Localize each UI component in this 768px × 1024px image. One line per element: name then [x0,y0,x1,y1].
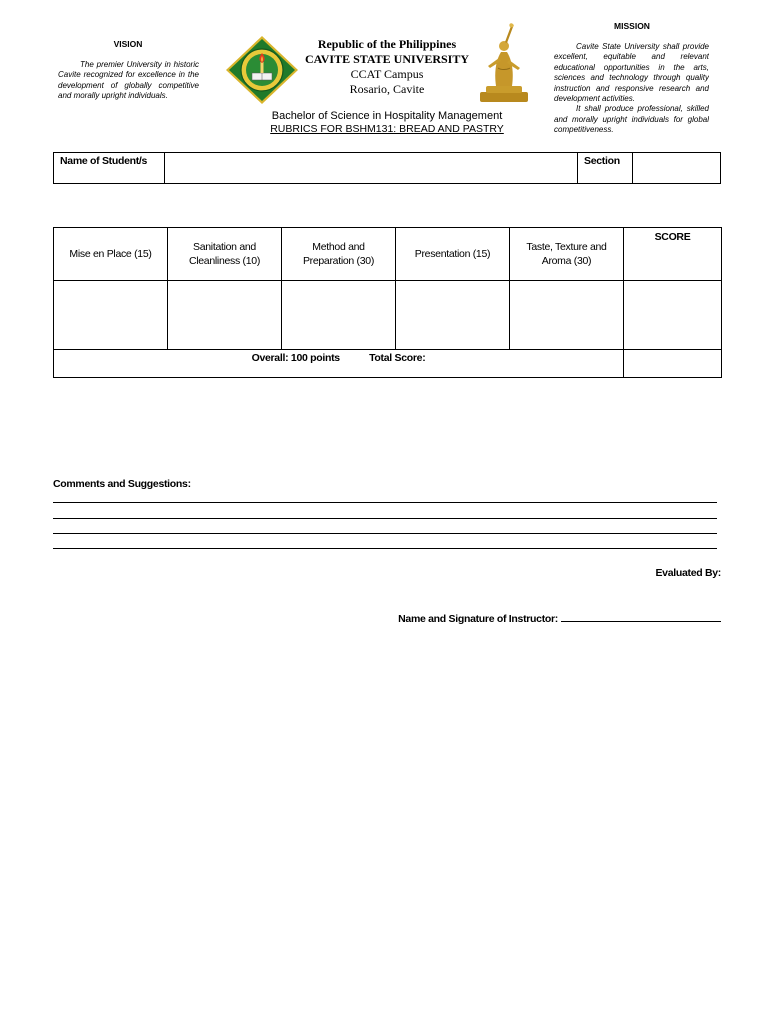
overall-total-cell [54,350,624,378]
comment-line-4[interactable] [53,548,717,549]
student-name-label: Name of Student/s [54,153,165,184]
criterion-taste: Taste, Texture and Aroma (30) [510,228,624,281]
student-name-field[interactable] [165,153,578,184]
criterion-mise-en-place: Mise en Place (15) [54,228,168,281]
criterion-method: Method and Preparation (30) [282,228,396,281]
total-score-field[interactable] [624,350,722,378]
evaluated-by-label: Evaluated By: [655,567,721,579]
comment-line-3[interactable] [53,533,717,534]
score-cell-presentation[interactable] [396,281,510,350]
university-header [284,37,490,97]
criterion-sanitation: Sanitation and Cleanliness (10) [168,228,282,281]
campus-name: CCAT Campus [350,67,424,81]
mission-heading: MISSION [614,21,650,31]
program-title: Bachelor of Science in Hospitality Management [271,110,503,122]
vision-heading: VISION [113,39,143,49]
student-info-table [53,152,721,184]
rubric-title: RUBRICS FOR BSHM131: BREAD AND PASTRY [270,123,504,135]
mission-paragraph-1: Cavite State University shall provide excellent, equitable and relevant educational opportunities in the arts, sciences and technology through quality instruction and responsive research and development activities. [554,42,709,104]
university-name: CAVITE STATE UNIVERSITY [304,52,470,66]
rubric-header-row [54,228,722,281]
section-label: Section [578,153,633,184]
campus-location: Rosario, Cavite [349,82,425,96]
score-cell-mise-en-place[interactable] [54,281,168,350]
vision-text [58,60,199,102]
score-cell-method[interactable] [282,281,396,350]
statue-image [474,22,534,104]
total-score-label: Total Score: [369,352,426,364]
mission-paragraph-2: It shall produce professional, skilled and morally upright individuals for global competitiveness. [554,104,709,135]
score-header: SCORE [624,228,722,281]
score-cell-total[interactable] [624,281,722,350]
score-cell-sanitation[interactable] [168,281,282,350]
vision-paragraph: The premier University in historic Cavite recognized for excellence in the development of globally competitive and morally upright individuals. [58,60,199,101]
instructor-signature [380,612,721,625]
criterion-presentation: Presentation (15) [396,228,510,281]
rubric-score-row [54,281,722,350]
mission-text [554,42,709,144]
score-cell-taste[interactable] [510,281,624,350]
comment-line-2[interactable] [53,518,717,519]
signature-line[interactable] [561,612,721,622]
republic-line: Republic of the Philippines [317,37,457,51]
rubric-total-row [54,350,722,378]
rubric-table [53,227,722,378]
section-field[interactable] [633,153,721,184]
signature-label: Name and Signature of Instructor: [398,613,558,625]
comments-label: Comments and Suggestions: [53,478,191,490]
overall-points: Overall: 100 points [251,352,340,364]
comment-line-1[interactable] [53,502,717,503]
